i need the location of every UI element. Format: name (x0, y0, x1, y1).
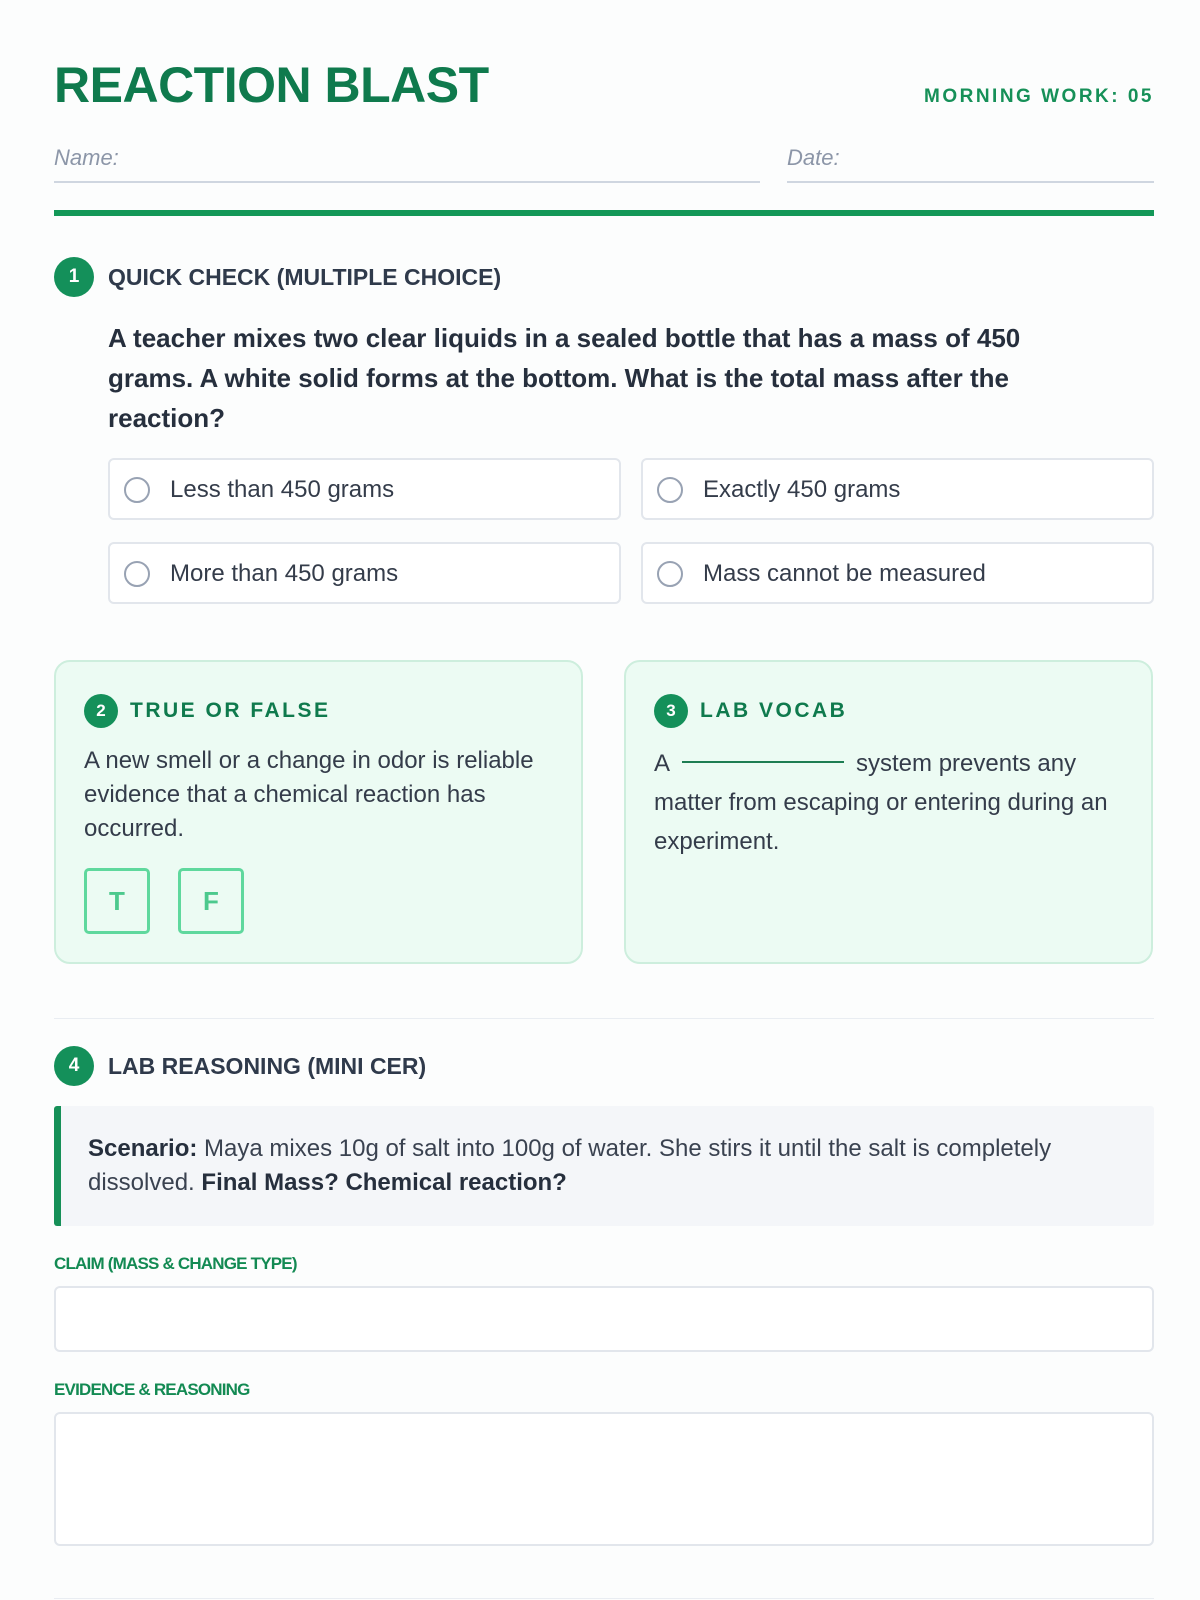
question-text: A teacher mixes two clear liquids in a sealed bottle that has a mass of 450 grams. A white solid forms at the bottom. What is the total mass after the reaction? (108, 323, 1021, 433)
evidence-label: EVIDENCE & REASONING (54, 1380, 250, 1399)
scenario-label: Scenario: (88, 1135, 198, 1162)
date-label: Date: (787, 145, 840, 170)
question-number-badge: 4 (54, 1046, 94, 1086)
scenario-text: Maya mixes 10g of salt into 100g of water. She stirs it until the salt is completely dissolved. (88, 1135, 1052, 1196)
answer-option-c[interactable] (108, 542, 621, 604)
fill-in-blank[interactable] (682, 761, 844, 763)
option-label: Less than 450 grams (170, 476, 395, 503)
vocab-text-after: system prevents any matter from escaping or entering during an experiment. (654, 750, 1108, 855)
option-label: Exactly 450 grams (703, 476, 901, 503)
evidence-answer-box[interactable] (54, 1412, 1154, 1546)
true-false-card (54, 660, 583, 964)
answer-option-a[interactable] (108, 458, 621, 520)
radio-button[interactable] (124, 561, 150, 587)
date-field[interactable] (787, 135, 1154, 183)
answer-option-d[interactable] (641, 542, 1154, 604)
question-number-badge: 2 (84, 694, 118, 728)
section-title-lab-reasoning: LAB REASONING (MINI CER) (108, 1053, 427, 1079)
radio-button[interactable] (657, 477, 683, 503)
question-number-badge: 3 (654, 694, 688, 728)
option-label: More than 450 grams (170, 560, 399, 587)
lab-vocab-card (624, 660, 1153, 964)
true-false-statement: A new smell or a change in odor is reliable evidence that a chemical reaction has occurred. (84, 747, 534, 842)
false-box[interactable]: F (178, 868, 244, 934)
section-title-lab-vocab: LAB VOCAB (700, 699, 848, 722)
option-label: Mass cannot be measured (703, 560, 986, 587)
scenario-box (54, 1106, 1154, 1226)
radio-button[interactable] (657, 561, 683, 587)
section-divider (54, 1018, 1154, 1019)
worksheet-page (54, 0, 1154, 1600)
header-divider (54, 210, 1154, 216)
claim-answer-box[interactable] (54, 1286, 1154, 1352)
morning-work-label: MORNING WORK: 05 (924, 86, 1154, 107)
answer-option-b[interactable] (641, 458, 1154, 520)
vocab-text-before: A (654, 750, 671, 777)
radio-button[interactable] (124, 477, 150, 503)
true-box[interactable]: T (84, 868, 150, 934)
claim-label: CLAIM (MASS & CHANGE TYPE) (54, 1254, 297, 1273)
name-label: Name: (54, 145, 119, 170)
vocab-sentence (654, 744, 1134, 861)
section-title-quick-check: QUICK CHECK (MULTIPLE CHOICE) (108, 264, 502, 290)
bottom-divider (54, 1598, 1154, 1599)
name-field[interactable] (54, 135, 760, 183)
section-title-true-false: TRUE OR FALSE (130, 699, 331, 722)
scenario-question: Final Mass? Chemical reaction? (201, 1169, 567, 1196)
worksheet-title: REACTION BLAST (54, 57, 489, 113)
question-number-badge: 1 (54, 257, 94, 297)
